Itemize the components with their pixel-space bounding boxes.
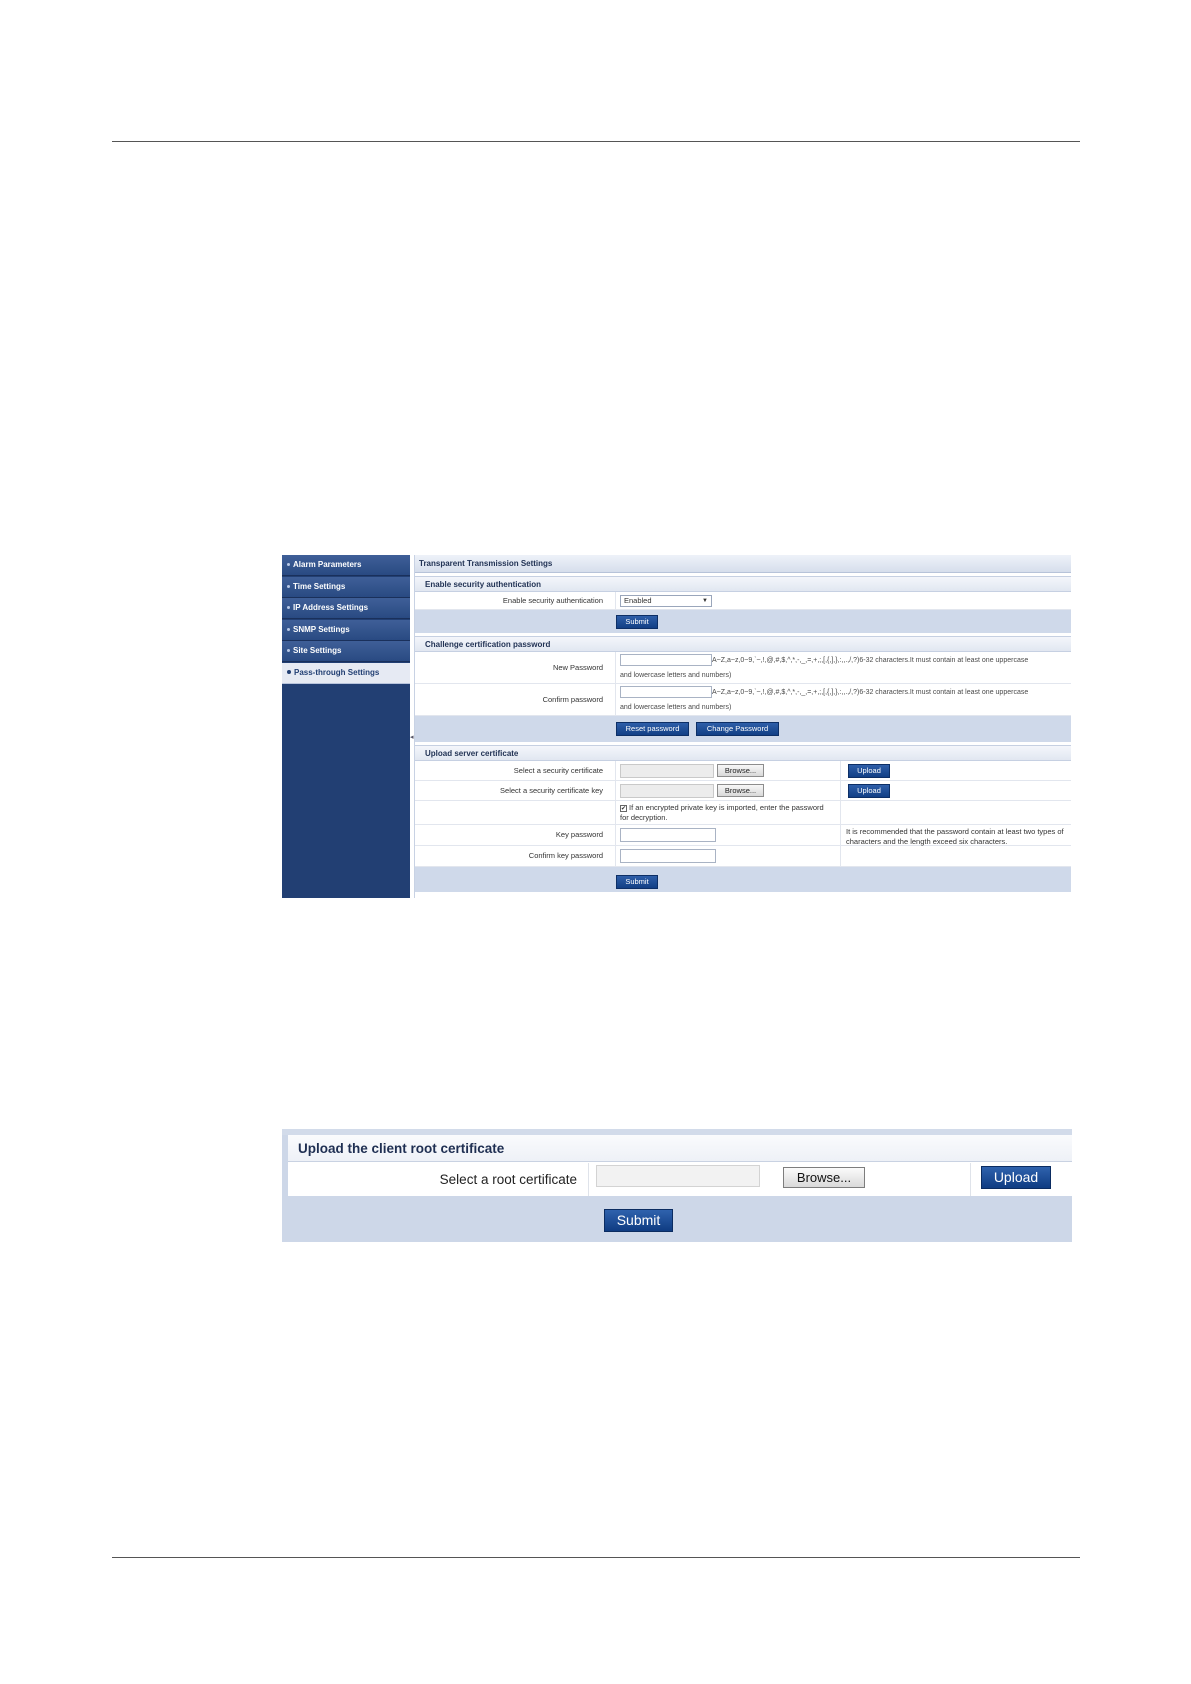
sidebar-item-ip-address-settings[interactable] (282, 598, 410, 619)
root-cert-path-input[interactable] (596, 1165, 760, 1187)
security-auth-row (415, 592, 1071, 610)
sidebar (282, 555, 410, 898)
password-rule-hint-cont: and lowercase letters and numbers) (620, 704, 732, 711)
footer-rule (112, 1557, 1080, 1558)
sidebar-item-snmp-settings[interactable] (282, 620, 410, 641)
value-cell (615, 781, 1071, 800)
sidebar-item-label: Alarm Parameters (293, 560, 362, 569)
root-cert-upload-button[interactable]: Upload (981, 1166, 1051, 1189)
section-heading-security-auth: Enable security authentication (415, 576, 1071, 592)
change-password-button[interactable]: Change Password (696, 722, 779, 736)
new-password-row (415, 652, 1071, 684)
server-cert-button-bar (415, 867, 1071, 892)
section-heading-challenge-password: Challenge certification password (415, 636, 1071, 652)
encrypted-key-row (415, 801, 1071, 825)
section-heading-server-cert: Upload server certificate (415, 745, 1071, 761)
security-cert-path-input[interactable] (620, 764, 714, 778)
bullet-icon (287, 606, 290, 609)
sidebar-item-label: SNMP Settings (293, 624, 350, 634)
password-rule-hint-cont: and lowercase letters and numbers) (620, 672, 732, 679)
sidebar-item-alarm-parameters[interactable] (282, 555, 410, 576)
new-password-input[interactable] (620, 654, 712, 666)
client-root-cert-screenshot (282, 1129, 1072, 1242)
confirm-key-password-label: Confirm key password (528, 851, 603, 860)
encrypted-key-note (620, 803, 830, 823)
value-cell (615, 592, 708, 609)
bullet-icon (287, 670, 291, 674)
cell-divider (840, 781, 841, 801)
value-cell (615, 801, 1071, 824)
security-auth-label: Enable security authentication (502, 596, 603, 605)
dropdown-arrow-icon: ▼ (702, 598, 708, 604)
root-cert-browse-button[interactable]: Browse... (783, 1167, 865, 1188)
security-cert-key-upload-button[interactable]: Upload (848, 784, 890, 798)
pass-through-settings-screenshot (282, 555, 1071, 898)
security-cert-label: Select a security certificate (513, 766, 603, 775)
sidebar-item-time-settings[interactable] (282, 577, 410, 598)
cell-divider (840, 801, 841, 825)
security-cert-key-row (415, 781, 1071, 801)
bullet-icon (287, 585, 290, 588)
bullet-icon (287, 628, 290, 631)
value-cell (615, 846, 616, 866)
confirm-password-input[interactable] (620, 686, 712, 698)
bullet-icon (287, 563, 290, 566)
security-cert-upload-button[interactable]: Upload (848, 764, 890, 778)
password-rule-hint: A~Z,a~z,0~9,`~,!,@,#,$,^,*,-,_,=,+,;,[,{,],},:,,.,/,?)6-32 characters.It must contain at least one uppercase (712, 657, 1029, 664)
password-button-bar (415, 716, 1071, 742)
sidebar-item-pass-through-settings[interactable] (282, 663, 410, 684)
sidebar-item-label: Site Settings (293, 646, 342, 655)
collapse-arrow-icon[interactable]: ◂ (410, 734, 414, 741)
confirm-key-password-row (415, 846, 1071, 867)
key-password-input[interactable] (620, 828, 716, 842)
value-cell (615, 825, 1071, 845)
new-password-label: New Password (552, 663, 603, 672)
security-auth-select[interactable] (620, 595, 712, 607)
section-heading-client-root-cert: Upload the client root certificate (288, 1135, 1072, 1162)
value-cell (615, 652, 1029, 683)
sidebar-item-site-settings[interactable] (282, 641, 410, 662)
root-cert-label: Select a root certificate (288, 1163, 589, 1196)
confirm-password-row (415, 684, 1071, 716)
cell-divider (970, 1163, 971, 1196)
sidebar-item-label: IP Address Settings (293, 603, 369, 612)
security-auth-value: Enabled (624, 596, 652, 605)
security-cert-key-browse-button[interactable]: Browse... (717, 784, 764, 797)
sidebar-item-label: Time Settings (293, 581, 346, 591)
confirm-password-label: Confirm password (542, 695, 603, 704)
root-cert-submit-button[interactable]: Submit (604, 1209, 673, 1232)
security-auth-submit-button[interactable]: Submit (616, 615, 658, 629)
encrypted-key-note-text: If an encrypted private key is imported, enter the password for decryption. (620, 803, 824, 822)
confirm-key-password-input[interactable] (620, 849, 716, 863)
security-cert-row (415, 761, 1071, 781)
encrypted-key-checkbox[interactable]: ✔ (621, 805, 627, 812)
key-password-row (415, 825, 1071, 846)
server-cert-submit-button[interactable]: Submit (616, 875, 658, 889)
value-cell (615, 761, 1071, 780)
bullet-icon (287, 649, 290, 652)
password-rule-hint: A~Z,a~z,0~9,`~,!,@,#,$,^,*,-,_,=,+,;,[,{,],},:,,.,/,?)6-32 characters.It must contain at least one uppercase (712, 689, 1029, 696)
sidebar-item-label: Pass-through Settings (294, 667, 380, 677)
page-title: Transparent Transmission Settings (415, 555, 1071, 573)
cell-divider (840, 761, 841, 781)
main-content (414, 555, 1071, 898)
security-cert-key-label: Select a security certificate key (500, 786, 603, 795)
security-cert-key-path-input[interactable] (620, 784, 714, 798)
value-cell (615, 684, 1029, 715)
password-recommend-note: It is recommended that the password contain at least two types of characters and the length exceed six characters. (846, 827, 1064, 846)
key-password-label: Key password (555, 830, 603, 839)
security-cert-browse-button[interactable]: Browse... (717, 764, 764, 777)
reset-password-button[interactable]: Reset password (616, 722, 689, 736)
header-rule (112, 141, 1080, 142)
security-auth-button-bar (415, 610, 1071, 633)
